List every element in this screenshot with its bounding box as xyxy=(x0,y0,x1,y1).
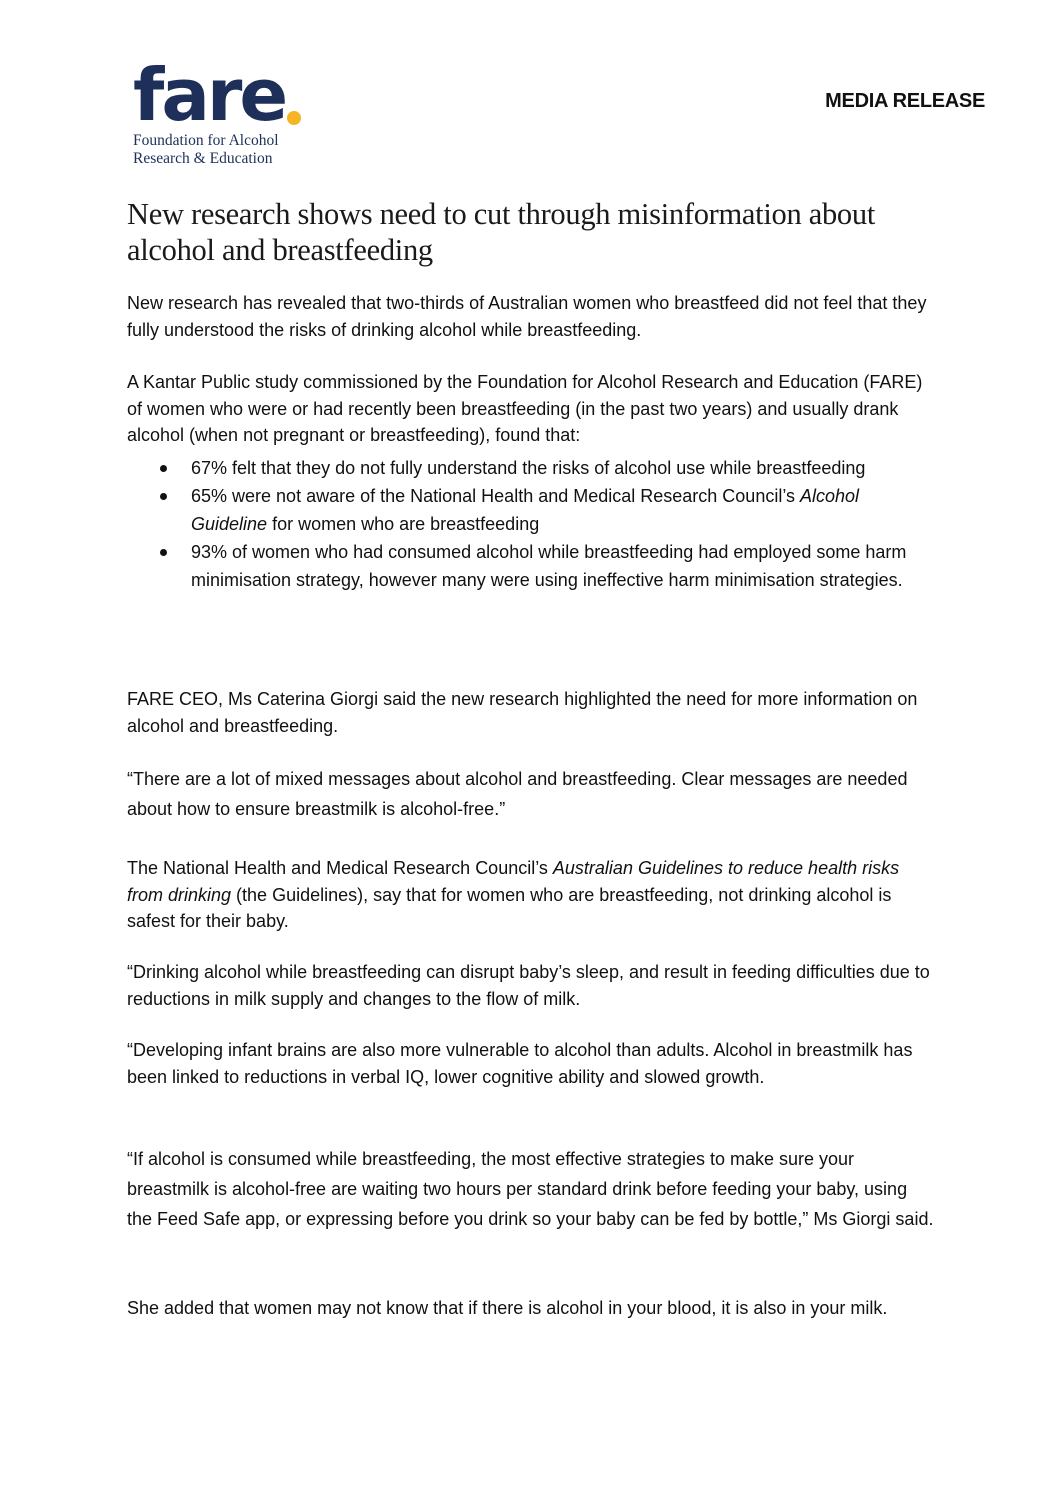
fare-logo xyxy=(133,55,353,167)
bullet-icon xyxy=(160,465,167,472)
headline: New research shows need to cut through misinformation about alcohol and breastfeeding xyxy=(127,197,876,267)
logo-dot-icon xyxy=(287,111,301,125)
finding-2-text-end: for women who are breastfeeding xyxy=(267,514,540,534)
guidelines-text-end: (the Guidelines), say that for women who are breastfeeding, not drinking alcohol is safest for their baby. xyxy=(127,884,892,931)
list-item xyxy=(127,482,937,538)
logo-wordmark-text: fare xyxy=(133,53,286,137)
quote-paragraph-1: “There are a lot of mixed messages about alcohol and breastfeeding. Clear messages are needed about how to ensure breastmilk is alcohol-free.” xyxy=(127,769,908,819)
logo-subtitle-line-1: Foundation for Alcohol xyxy=(133,132,279,149)
quote-paragraph-4: “If alcohol is consumed while breastfeeding, the most effective strategies to make sure your breastmilk is alcohol-free are waiting two hours per standard drink before feeding your baby, using the Feed Safe app, or expressing before you drink so your baby can be fed by bottle,” Ms Giorgi said. xyxy=(127,1149,934,1229)
quote-paragraph-2: “Drinking alcohol while breastfeeding can disrupt baby’s sleep, and result in feeding difficulties due to reductions in milk supply and changes to the flow of milk. xyxy=(127,962,930,1009)
finding-2-guideline-title: Alcohol Guideline xyxy=(191,486,860,534)
bullet-icon xyxy=(160,549,167,556)
logo-subtitle-line-2: Research & Education xyxy=(133,150,273,167)
quote-paragraph-3: “Developing infant brains are also more vulnerable to alcohol than adults. Alcohol in breastmilk has been linked to reductions in verbal IQ, lower cognitive ability and slowed growth. xyxy=(127,1040,913,1087)
finding-2-text-start: 65% were not aware of the National Health and Medical Research Council’s xyxy=(191,486,801,506)
finding-3-text: 93% of women who had consumed alcohol while breastfeeding had employed some harm minimisation strategy, however many were using ineffective harm minimisation strategies. xyxy=(191,542,907,590)
logo-wordmark xyxy=(133,53,353,137)
guidelines-text-start: The National Health and Medical Research Council’s xyxy=(127,858,553,878)
study-paragraph: A Kantar Public study commissioned by the Foundation for Alcohol Research and Education (FARE) of women who were or had recently been breastfeeding (in the past two years) and usually drank alcohol (when not pregnant or breastfeeding), found that: xyxy=(127,372,923,445)
list-item xyxy=(127,538,937,594)
guidelines-paragraph xyxy=(127,855,937,935)
findings-list xyxy=(127,454,937,594)
bullet-icon xyxy=(160,493,167,500)
ceo-statement-paragraph: FARE CEO, Ms Caterina Giorgi said the new research highlighted the need for more information on alcohol and breastfeeding. xyxy=(127,689,918,736)
intro-paragraph: New research has revealed that two-thirds of Australian women who breastfeed did not feel that they fully understood the risks of drinking alcohol while breastfeeding. xyxy=(127,293,927,340)
list-item xyxy=(127,454,937,482)
finding-1-text: 67% felt that they do not fully understand the risks of alcohol use while breastfeeding xyxy=(191,458,866,478)
closing-paragraph: She added that women may not know that if there is alcohol in your blood, it is also in your milk. xyxy=(127,1298,888,1318)
guidelines-title: Australian Guidelines to reduce health risks from drinking xyxy=(127,858,900,905)
media-release-label: MEDIA RELEASE xyxy=(825,90,985,112)
